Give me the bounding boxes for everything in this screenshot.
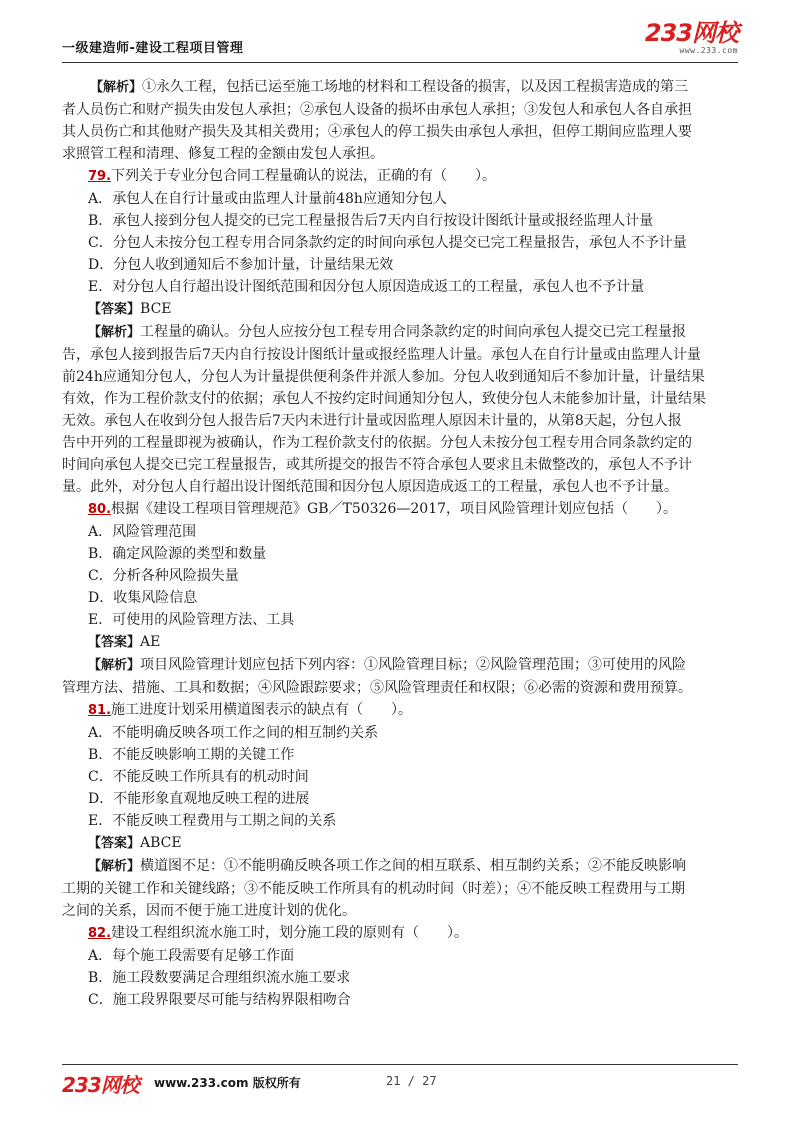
- answer-tag: 【答案】: [88, 836, 141, 851]
- footer-copyright[interactable]: www.233.com 版权所有: [154, 1076, 301, 1090]
- document-body: [62, 76, 738, 1011]
- answer-tag: 【答案】: [88, 302, 141, 317]
- logo-url: www.233.com: [679, 46, 738, 55]
- option-a: A．不能明确反映各项工作之间的相互制约关系: [88, 725, 379, 741]
- question-82: [88, 922, 738, 1011]
- analysis-line: 工期的关键工作和关键线路；③不能反映工作所具有的机动时间（时差）；④不能反映工程费用与工期: [62, 881, 685, 897]
- option-d: D．不能形象直观地反映工程的进展: [88, 791, 310, 807]
- analysis-tag: 【解析】: [90, 80, 143, 95]
- page-header: [62, 19, 738, 63]
- option-e: E．不能反映工程费用与工期之间的关系: [88, 813, 337, 829]
- question-number[interactable]: 81.: [88, 703, 112, 718]
- option-d: D．收集风险信息: [88, 590, 198, 606]
- page-number: 21 / 27: [386, 1074, 437, 1088]
- analysis-line: 求照管工程和清理、修复工程的金额由发包人承担。: [62, 146, 384, 162]
- footer-logo: 233网校: [62, 1073, 139, 1097]
- analysis-line: ①永久工程，包括已运至施工场地的材料和工程设备的损害，以及因工程损害造成的第三: [142, 79, 689, 95]
- analysis-line: 时间向承包人提交已完工程量报告，或其所提交的报告不符合承包人要求且未做整改的，承包人不予计: [62, 457, 692, 473]
- brand-logo: [645, 20, 738, 55]
- option-e: E．对分包人自行超出设计图纸范围和因分包人原因造成返工的工程量，承包人也不予计量: [88, 279, 645, 295]
- option-c: C．施工段界限要尽可能与结构界限相吻合: [88, 992, 351, 1008]
- logo-text: 233网校: [644, 19, 738, 47]
- option-a: A．每个施工段需要有足够工作面: [88, 948, 295, 964]
- option-b: B．不能反映影响工期的关键工作: [88, 747, 295, 763]
- analysis-line: 之间的关系，因而不便于施工进度计划的优化。: [62, 903, 356, 919]
- option-b: B．施工段数要满足合理组织流水施工要求: [88, 970, 351, 986]
- answer-value: AE: [140, 634, 161, 650]
- analysis-line: 工程量的确认。分包人应按分包工程专用合同条款约定的时间向承包人提交已完工程量报: [140, 324, 687, 340]
- answer-value: ABCE: [140, 835, 182, 851]
- analysis-line: 者人员伤亡和财产损失由发包人承担；②承包人设备的损坏由承包人承担；③发包人和承包人各自承担: [62, 102, 692, 118]
- analysis-line: 有效，作为工程价款支付的依据；承包人不按约定时间通知分包人，致使分包人未能参加计量，计量结果: [62, 391, 706, 407]
- analysis-tag: 【解析】: [88, 859, 141, 874]
- analysis-line: 无效。承包人在收到分包人报告后7天内未进行计量或因监理人原因未计量的，从第8天起，分包人报: [62, 413, 682, 429]
- analysis-line: 告中开列的工程量即视为被确认，作为工程价款支付的依据。分包人未按分包工程专用合同条款约定的: [62, 435, 692, 451]
- analysis-line: 前24h应通知分包人，分包人为计量提供便利条件并派人参加。分包人收到通知后不参加计量，计量结果: [62, 369, 705, 385]
- option-c: C．分包人未按分包工程专用合同条款约定的时间向承包人提交已完工程量报告，承包人不予计量: [88, 235, 687, 251]
- question-80: [62, 498, 738, 699]
- analysis-line: 管理方法、措施、工具和数据；④风险跟踪要求；⑤风险管理责任和权限；⑥必需的资源和费用预算。: [62, 680, 692, 696]
- question-number[interactable]: 82.: [88, 926, 112, 941]
- analysis-tag: 【解析】: [88, 325, 141, 340]
- question-79: [62, 165, 738, 498]
- analysis-line: 量。此外，对分包人自行超出设计图纸范围和因分包人原因造成返工的工程量，承包人也不予计量。: [62, 479, 678, 495]
- option-a: A．承包人在自行计量或由监理人计量前48h应通知分包人: [88, 191, 447, 207]
- question-stem: 施工进度计划采用横道图表示的缺点有（ ）。: [111, 702, 413, 718]
- question-number[interactable]: 79.: [88, 169, 112, 184]
- q78-analysis: [62, 76, 738, 165]
- answer-value: BCE: [140, 301, 172, 317]
- question-81: [62, 699, 738, 922]
- option-c: C．分析各种风险损失量: [88, 568, 239, 584]
- question-stem: 根据《建设工程项目管理规范》GB／T50326—2017，项目风险管理计划应包括（ ）。: [111, 501, 678, 517]
- option-d: D．分包人收到通知后不参加计量，计量结果无效: [88, 257, 394, 273]
- option-c: C．不能反映工作所具有的机动时间: [88, 769, 309, 785]
- question-stem: 建设工程组织流水施工时，划分施工段的原则有（ ）。: [111, 925, 469, 941]
- analysis-line: 其人员伤亡和其他财产损失及其相关费用；④承包人的停工损失由承包人承担，但停工期间应监理人要: [62, 124, 692, 140]
- option-e: E．可使用的风险管理方法、工具: [88, 612, 295, 628]
- analysis-line: 横道图不足：①不能明确反映各项工作之间的相互联系、相互制约关系；②不能反映影响: [140, 858, 687, 874]
- question-stem: 下列关于专业分包合同工程量确认的说法，正确的有（ ）。: [111, 168, 497, 184]
- question-number[interactable]: 80.: [88, 502, 112, 517]
- header-title: 一级建造师-建设工程项目管理: [62, 41, 244, 56]
- option-b: B．承包人接到分包人提交的已完工程量报告后7天内自行按设计图纸计量或报经监理人计量: [88, 213, 654, 229]
- analysis-line: 告，承包人接到报告后7天内自行按设计图纸计量或报经监理人计量。承包人在自行计量或由监理人计量: [62, 347, 701, 363]
- option-b: B．确定风险源的类型和数量: [88, 546, 267, 562]
- page-footer: [62, 1064, 738, 1095]
- answer-tag: 【答案】: [88, 635, 141, 650]
- analysis-line: 项目风险管理计划应包括下列内容：①风险管理目标；②风险管理范围；③可使用的风险: [140, 657, 687, 673]
- analysis-tag: 【解析】: [88, 658, 141, 673]
- option-a: A．风险管理范围: [88, 524, 197, 540]
